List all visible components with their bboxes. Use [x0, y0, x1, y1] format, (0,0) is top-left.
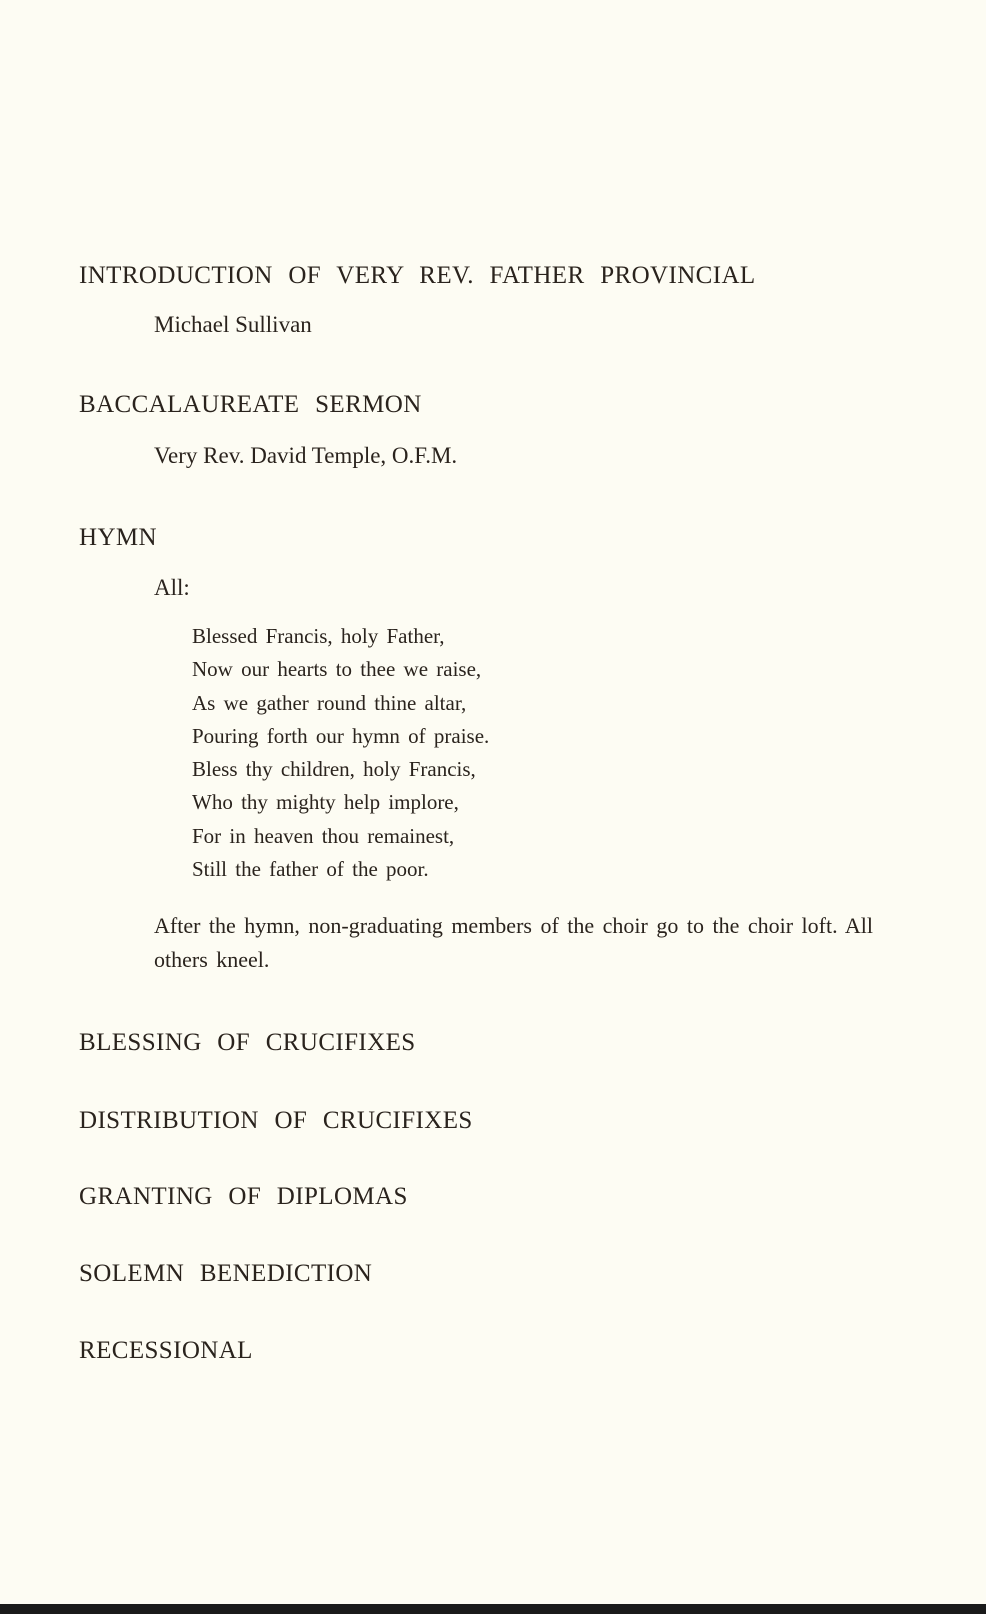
scan-border — [0, 1604, 986, 1614]
hymn-line: For in heaven thou remainest, — [192, 823, 455, 848]
distribution-heading: DISTRIBUTION OF CRUCIFIXES — [79, 1107, 473, 1134]
blessing-heading: BLESSING OF CRUCIFIXES — [79, 1029, 416, 1056]
sermon-heading: BACCALAUREATE SERMON — [79, 391, 422, 418]
hymn-lyrics — [192, 620, 489, 886]
diplomas-heading: GRANTING OF DIPLOMAS — [79, 1183, 408, 1210]
introduction-heading: INTRODUCTION OF VERY REV. FATHER PROVINCIAL — [79, 262, 756, 289]
hymn-line: Who thy mighty help implore, — [192, 790, 459, 815]
hymn-heading: HYMN — [79, 524, 157, 551]
hymn-line: Now our hearts to thee we raise, — [192, 657, 482, 682]
hymn-line: Pouring forth our hymn of praise. — [192, 723, 490, 748]
hymn-performer: All: — [154, 575, 190, 600]
hymn-line: As we gather round thine altar, — [192, 690, 467, 715]
hymn-instruction-note: After the hymn, non-graduating members of the choir go to the choir loft. All others kneel. — [154, 913, 874, 972]
recessional-heading: RECESSIONAL — [79, 1337, 253, 1364]
hymn-line: Blessed Francis, holy Father, — [192, 624, 445, 648]
hymn-line: Bless thy children, holy Francis, — [192, 757, 476, 782]
sermon-speaker: Very Rev. David Temple, O.F.M. — [154, 443, 458, 468]
hymn-line: Still the father of the poor. — [192, 857, 429, 882]
father-provincial-name: Michael Sullivan — [154, 312, 312, 337]
benediction-heading: SOLEMN BENEDICTION — [79, 1260, 373, 1287]
